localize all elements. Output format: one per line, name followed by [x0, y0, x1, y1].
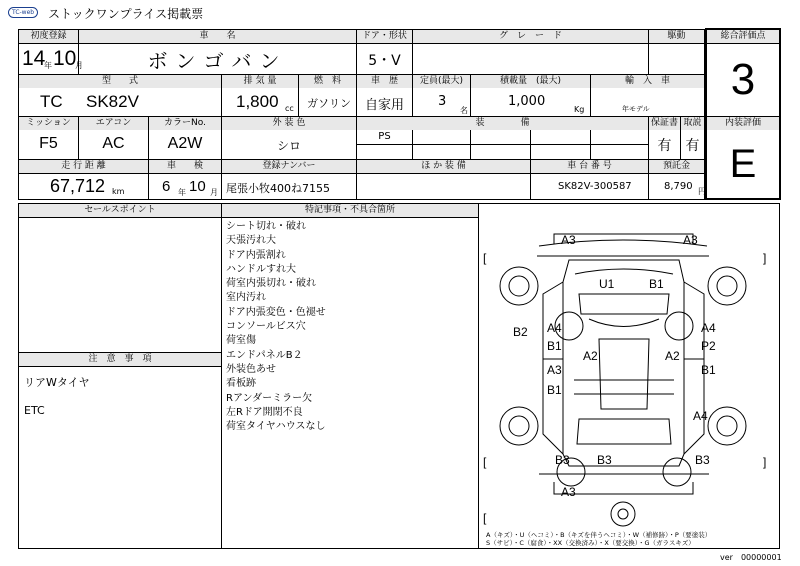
interior-score-label: 内装評価 — [707, 117, 779, 130]
mark-a3-left: A3 — [547, 363, 562, 377]
reg-year-unit: 年 — [44, 61, 52, 70]
grade-label: グ レ ー ド — [413, 30, 648, 43]
deposit-value: 8,790 — [664, 181, 693, 192]
car-name-label: 車 名 — [79, 30, 356, 43]
roof-panel — [599, 339, 649, 409]
mark-a2-left: A2 — [583, 349, 598, 363]
note-item: 看板跡 — [226, 378, 256, 390]
bracket-open-1: [ — [483, 251, 487, 265]
note-item: コンソールビス穴 — [226, 321, 306, 333]
mark-a4-rear-right: A4 — [693, 409, 708, 423]
note-item: 外装色あせ — [226, 363, 276, 375]
page-title: ストックワンプライス掲載票 — [48, 7, 204, 21]
notes-title: 特記事項・不具合箇所 — [222, 204, 478, 217]
warranty-label: 保証書 — [650, 118, 678, 128]
inspection-year-unit: 年 — [178, 188, 186, 197]
mark-b3-right: B3 — [695, 453, 710, 467]
equip-label: 装 備 — [357, 117, 648, 130]
inspection-label: 車 検 — [149, 160, 221, 173]
warranty-value: 有 — [657, 138, 672, 154]
ext-color-label: 外 装 色 — [222, 117, 356, 130]
aircon-value: AC — [102, 135, 125, 152]
history-label: 車 歴 — [357, 75, 412, 88]
mark-b1-left: B1 — [547, 339, 562, 353]
deposit-label: 預託金 — [649, 160, 704, 173]
first-reg-label: 初度登録 — [19, 30, 78, 43]
import-year-unit: 年モデル — [622, 105, 650, 113]
note-item: 室内汚れ — [226, 292, 266, 304]
deposit-unit: 円 — [698, 187, 706, 196]
mark-b2: B2 — [513, 325, 528, 339]
mark-u1: U1 — [599, 277, 615, 291]
capacity-label: 定員(最大) — [413, 75, 470, 88]
body-outline — [563, 260, 684, 466]
load-label: 積載量 (最大) — [471, 75, 590, 88]
bracket-open-3: [ — [483, 511, 487, 525]
mark-front-right-a3: A3 — [683, 233, 698, 247]
aircon-label: エアコン — [79, 117, 148, 130]
capacity-unit: 名 — [460, 106, 468, 115]
car-name: ボンゴバン — [147, 49, 288, 73]
overall-score: 3 — [730, 55, 756, 104]
fuel-value: ガソリン — [307, 97, 351, 110]
model-prefix: TC — [40, 92, 63, 111]
plate-value: 尾張小牧400ね7155 — [226, 182, 330, 195]
reg-month: 10 — [53, 47, 77, 70]
caution-item: リアWタイヤ — [24, 376, 90, 389]
drive-label: 駆動 — [649, 30, 704, 43]
equip-ps: PS — [378, 131, 391, 142]
fuel-label: 燃 料 — [299, 75, 356, 88]
caution-item: ETC — [24, 404, 45, 417]
doors-value: 5・V — [368, 53, 401, 69]
overall-score-label: 総合評価点 — [707, 30, 779, 43]
manual-value: 有 — [685, 138, 700, 154]
color-no-value: A2W — [167, 135, 203, 152]
mileage-label: 走 行 距 離 — [19, 160, 148, 173]
other-equip-label: ほ か 装 備 — [357, 160, 530, 173]
mark-a4-right: A4 — [701, 321, 716, 335]
caution-label: 注 意 事 項 — [19, 353, 221, 366]
note-item: ハンドルすれ大 — [226, 263, 296, 275]
inspection-month-unit: 月 — [210, 188, 218, 197]
note-item: 荷室タイヤハウスなし — [226, 421, 326, 433]
damage-legend — [486, 531, 776, 547]
mark-rear-a3: A3 — [561, 485, 576, 499]
note-item: エンドパネルB２ — [226, 349, 303, 361]
chassis-value: SK82V-300587 — [558, 181, 632, 192]
mark-p2: P2 — [701, 339, 716, 353]
capacity-value: 3 — [438, 94, 447, 109]
load-unit: Kg — [574, 105, 585, 114]
bracket-open-2: [ — [483, 455, 487, 469]
doors-label: ドア・形状 — [357, 30, 412, 43]
note-item: シート切れ・破れ — [226, 221, 306, 232]
mark-b1-top: B1 — [649, 277, 664, 291]
load-value: 1,000 — [508, 94, 546, 109]
note-item: Rアンダーミラー欠 — [226, 392, 313, 404]
import-label: 輸 入 車 — [591, 75, 704, 88]
legend-line-2: S（サビ）・C（腐食）・XX（交換済み）・X（要交換）・G（ガラスキズ） — [486, 539, 695, 547]
mark-b3-left: B3 — [555, 453, 570, 467]
mileage-value: 67,712 — [50, 176, 106, 196]
ext-color-value: シロ — [276, 139, 301, 153]
displacement-label: 排 気 量 — [222, 75, 298, 88]
bracket-close-2: ] — [763, 455, 767, 469]
car-damage-diagram — [479, 204, 779, 544]
logo: TC-web — [8, 7, 38, 18]
interior-score: E — [729, 142, 757, 186]
chassis-label: 車 台 番 号 — [531, 160, 648, 173]
mark-b1-lower-left: B1 — [547, 383, 562, 397]
note-item: ドア内張割れ — [226, 249, 286, 261]
mirror-right — [665, 312, 693, 340]
mark-b1-right: B1 — [701, 363, 716, 377]
bracket-close-1: ] — [763, 251, 767, 265]
model-value: SK82V — [86, 92, 139, 111]
inspection-year: 6 — [162, 178, 171, 195]
note-item: 荷室傷 — [226, 335, 256, 347]
mark-b3-mid: B3 — [597, 453, 612, 467]
model-label: 型 式 — [19, 75, 221, 88]
displacement-unit: cc — [285, 104, 294, 113]
mark-a2-right: A2 — [665, 349, 680, 363]
note-item: 左Rドア開閉不良 — [226, 406, 303, 418]
mileage-unit: km — [112, 187, 125, 196]
mission-value: F5 — [39, 135, 58, 152]
spare-tire — [611, 502, 635, 526]
inspection-month: 10 — [189, 178, 206, 195]
reg-month-unit: 月 — [75, 61, 83, 70]
plate-label: 登録ナンバー — [222, 160, 356, 173]
notes-list — [226, 220, 476, 434]
history-value: 自家用 — [364, 98, 404, 113]
color-no-label: カラーNo. — [149, 117, 221, 130]
rear-right-wheel — [708, 407, 746, 445]
manual-label: 取説 — [681, 117, 704, 130]
front-left-wheel — [500, 267, 538, 305]
note-item: 天張汚れ大 — [226, 235, 276, 247]
rear-left-wheel — [500, 407, 538, 445]
displacement-value: 1,800 — [236, 92, 279, 111]
note-item: 荷室内張切れ・破れ — [226, 278, 316, 290]
version-label: ver 00000001 — [720, 553, 782, 562]
legend-line-1: A（キズ）・U（ヘコミ）・B（キズを伴うヘコミ）・W（補修跡）・P（要塗装） — [486, 531, 712, 539]
reg-year: 14 — [22, 47, 46, 70]
sales-point-label: セールスポイント — [19, 204, 221, 217]
mark-a4-left: A4 — [547, 321, 562, 335]
mission-label: ミッション — [19, 117, 78, 130]
note-item: ドア内張変色・色褪せ — [226, 306, 326, 318]
mark-front-a3: A3 — [561, 233, 576, 247]
front-right-wheel — [708, 267, 746, 305]
